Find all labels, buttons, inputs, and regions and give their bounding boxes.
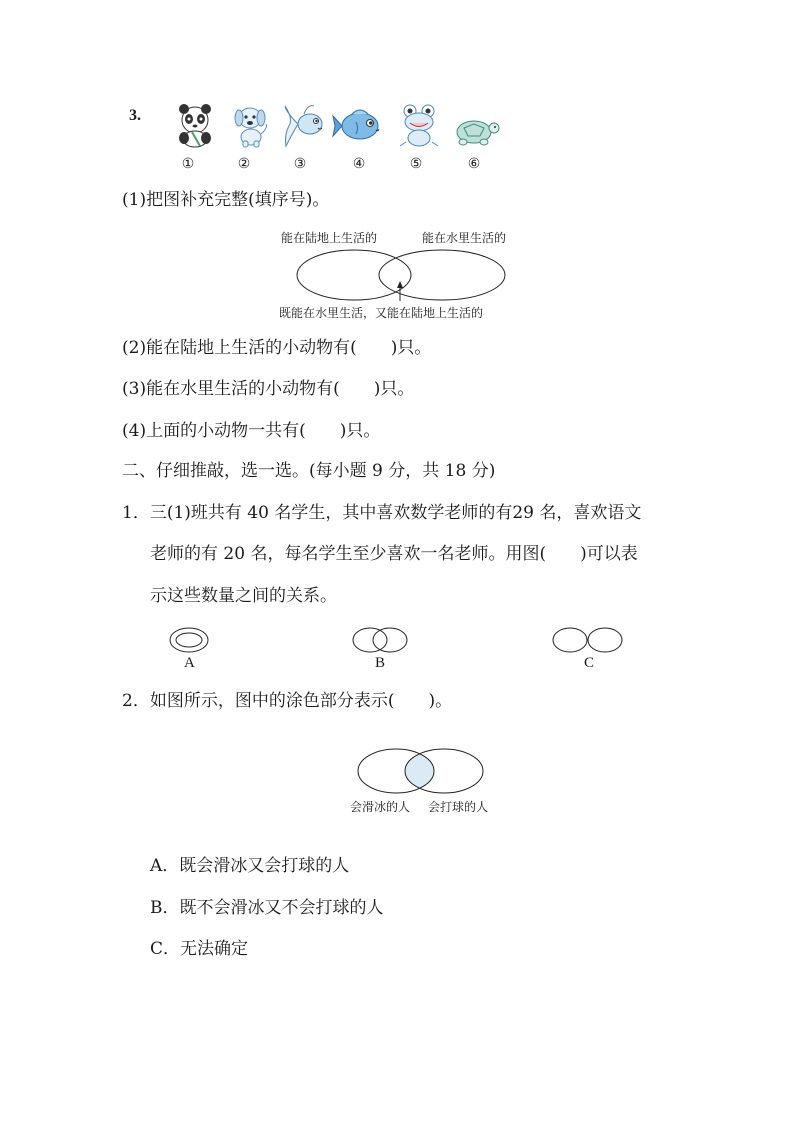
option-c-label: C xyxy=(584,655,595,671)
q1-text-line2: 老师的有 20 名，每名学生至少喜欢一名老师。用图( )可以表 xyxy=(150,544,638,564)
option-b-diagram[interactable] xyxy=(350,626,412,654)
animal-index: ① xyxy=(181,156,195,172)
choice-c[interactable]: C．无法确定 xyxy=(150,939,249,959)
q2-text: 2．如图所示，图中的涂色部分表示( )。 xyxy=(122,691,453,711)
question-number: 3. xyxy=(129,107,141,124)
venn-label-right: 能在水里生活的 xyxy=(422,231,507,245)
panda-icon xyxy=(172,102,218,148)
goldfish-icon xyxy=(282,102,328,148)
q1-text-line1: 1．三(1)班共有 40 名学生，其中喜欢数学老师的有29 名，喜欢语文 xyxy=(122,503,642,523)
q1-text-line3: 示这些数量之间的关系。 xyxy=(150,586,337,606)
dog-icon xyxy=(228,102,274,148)
venn-diagram-land-water xyxy=(292,246,508,306)
turtle-icon xyxy=(450,102,502,148)
option-a-label: A xyxy=(184,655,195,671)
choice-a[interactable]: A．既会滑冰又会打球的人 xyxy=(150,856,350,876)
venn2-label-right: 会打球的人 xyxy=(428,800,489,814)
option-c-diagram[interactable] xyxy=(550,626,628,654)
animal-index: ② xyxy=(237,156,251,172)
sub-question-2: (2)能在陆地上生活的小动物有( )只。 xyxy=(122,338,432,358)
option-a-diagram[interactable] xyxy=(168,626,212,654)
animal-index: ⑥ xyxy=(467,156,481,172)
sub-question-1: (1)把图补充完整(填序号)。 xyxy=(122,190,330,210)
animal-index: ③ xyxy=(293,156,307,172)
choice-b[interactable]: B．既不会滑冰又不会打球的人 xyxy=(150,898,384,918)
venn-diagram-skate-ball xyxy=(356,747,486,795)
section-heading: 二、仔细推敲，选一选。(每小题 9 分，共 18 分) xyxy=(122,461,496,481)
sub-question-3: (3)能在水里生活的小动物有( )只。 xyxy=(122,379,415,399)
option-b-label: B xyxy=(375,655,386,671)
venn-label-left: 能在陆地上生活的 xyxy=(281,231,378,245)
sub-question-4: (4)上面的小动物一共有( )只。 xyxy=(122,421,381,441)
animal-index: ④ xyxy=(352,156,366,172)
fish-icon xyxy=(332,102,384,148)
animal-index: ⑤ xyxy=(409,156,423,172)
frog-icon xyxy=(396,102,442,148)
venn-label-bottom: 既能在水里生活，又能在陆地上生活的 xyxy=(279,306,484,320)
venn2-label-left: 会滑冰的人 xyxy=(350,800,411,814)
